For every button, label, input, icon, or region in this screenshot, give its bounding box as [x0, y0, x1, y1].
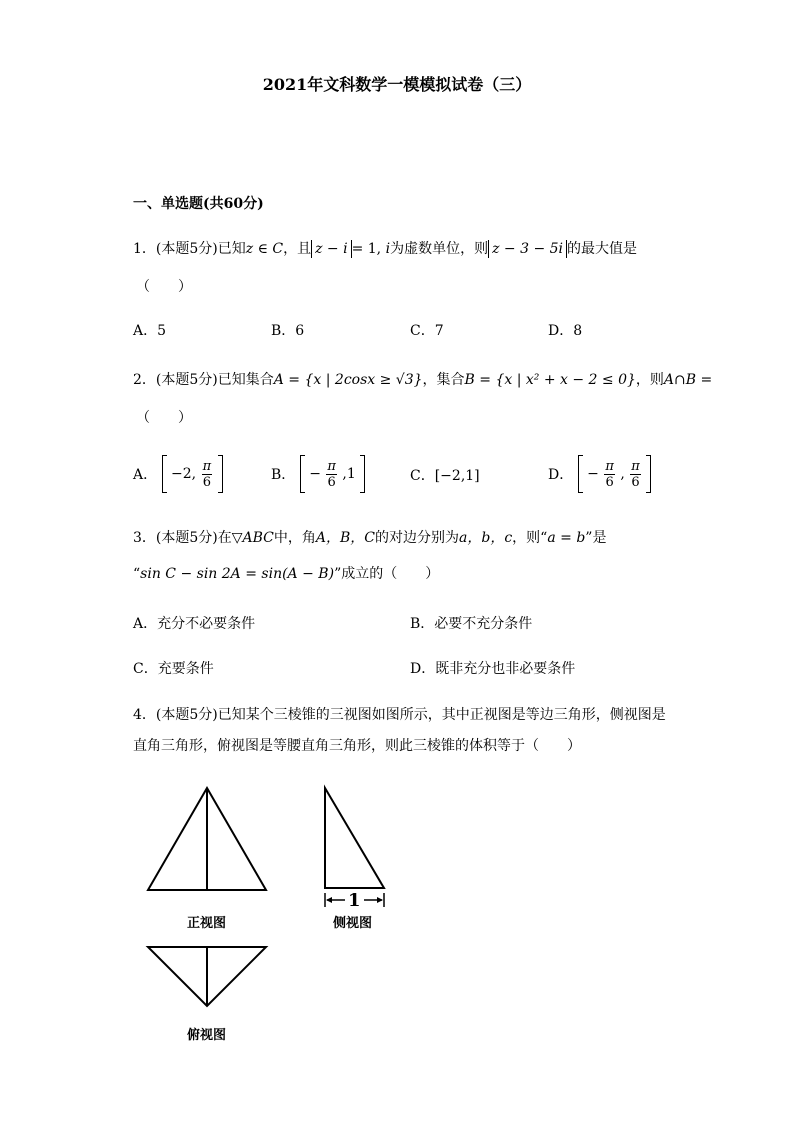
q1-abs2: z − 3 − 5i [488, 240, 567, 258]
q2-option-c-body: [−2,1] [434, 468, 480, 484]
q3-cond: a = b [547, 530, 586, 546]
q1-cond: z ∈ C [245, 241, 284, 257]
fraction-denominator: 6 [327, 474, 336, 490]
q3-line2b: ”成立的（ ） [334, 566, 440, 582]
fraction-numerator: π [327, 458, 336, 474]
q1-paren: （ ） [136, 279, 192, 295]
left-bracket [578, 455, 583, 493]
q1-option-b[interactable]: B．6 [271, 323, 305, 339]
fraction [604, 459, 615, 490]
q3-equation: sin C − sin 2A = sin(A − B) [140, 566, 335, 582]
side-view-dimension: 1 [348, 890, 361, 911]
q3-line1d: ，则“ [512, 530, 548, 546]
q1-option-d[interactable]: D．8 [548, 323, 583, 339]
q2-paren: （ ） [136, 410, 192, 426]
q3-line1c: 的对边分别为 [375, 530, 460, 546]
q2-tail: ，则 [635, 372, 664, 388]
fraction-denominator: 6 [202, 474, 211, 490]
q3-line1b: 中，角 [273, 530, 316, 546]
page-title: 2021年文科数学一模模拟试卷（三） [262, 75, 532, 94]
q2-set-b: B = {x | x² + x − 2 ≤ 0} [464, 372, 636, 388]
question-3-line-2 [133, 563, 439, 583]
q3-triangle: ▽ABC [231, 530, 274, 546]
fraction [630, 459, 641, 490]
q3-vars2: a，b，c [459, 530, 513, 546]
side-view-label: 侧视图 [333, 916, 373, 931]
q2-set-a: A = {x | 2cosx ≥ √3} [273, 372, 423, 388]
q2-prefix: 2．(本题5分)已知集合 [133, 372, 274, 388]
q2-option-a[interactable] [133, 455, 223, 493]
q1-tail: 的最大值是 [567, 241, 638, 257]
q2-option-d-left: − [587, 466, 599, 482]
q3-vars1: A，B，C [315, 530, 376, 546]
q1-unit: i [385, 241, 391, 257]
fraction-numerator: π [631, 458, 640, 474]
section-heading: 一、单选题(共60分) [133, 196, 264, 212]
q3-line1e: ”是 [585, 530, 607, 546]
q2-option-d-comma: , [620, 466, 625, 482]
question-3 [133, 527, 606, 547]
q1-prefix: 1．(本题5分)已知 [133, 241, 246, 257]
top-view-label: 俯视图 [187, 1028, 227, 1043]
question-2 [133, 369, 712, 389]
question-1 [133, 238, 637, 258]
q1-mid2: 为虚数单位，则 [390, 241, 489, 257]
fraction [326, 459, 337, 490]
q1-eq1: = 1, [351, 241, 382, 257]
q2-option-b-label: B． [271, 467, 296, 483]
q2-option-b-right: ,1 [342, 466, 356, 482]
right-bracket [360, 455, 365, 493]
q1-option-c[interactable]: C．7 [410, 323, 444, 339]
q2-option-d-label: D． [548, 467, 574, 483]
q1-abs1: z − i [311, 240, 351, 258]
q3-option-a[interactable]: A．充分不必要条件 [133, 616, 256, 632]
right-bracket [646, 455, 651, 493]
q3-option-d[interactable]: D．既非充分也非必要条件 [410, 661, 576, 677]
question-4-line-1: 4．(本题5分)已知某个三棱锥的三视图如图所示，其中正视图是等边三角形，侧视图是 [133, 707, 666, 723]
left-bracket [300, 455, 305, 493]
q3-option-c[interactable]: C．充要条件 [133, 661, 214, 677]
question-4-line-2: 直角三角形，俯视图是等腰直角三角形，则此三棱锥的体积等于（ ） [133, 738, 581, 754]
q3-line1a: 3．(本题5分)在 [133, 530, 232, 546]
right-bracket [218, 455, 223, 493]
q2-option-a-label: A． [133, 467, 158, 483]
q3-option-b[interactable]: B．必要不充分条件 [410, 616, 533, 632]
q2-option-c[interactable] [410, 465, 480, 485]
q2-option-b[interactable] [271, 455, 365, 493]
fraction [202, 459, 213, 490]
q2-option-d[interactable] [548, 455, 651, 493]
front-view-label: 正视图 [187, 916, 227, 931]
q1-option-a[interactable]: A．5 [133, 323, 167, 339]
q3-line2a: “ [133, 566, 141, 582]
front-view-drawing [148, 788, 266, 890]
fraction-denominator: 6 [605, 474, 614, 490]
q2-option-a-left: −2, [171, 466, 197, 482]
q2-option-c-label: C． [410, 468, 435, 484]
q1-mid1: ，且 [283, 241, 312, 257]
fraction-numerator: π [202, 458, 212, 474]
fraction-denominator: 6 [631, 474, 640, 490]
left-bracket [162, 455, 167, 493]
q2-mid: ，集合 [422, 372, 465, 388]
q2-expr: A∩B = [663, 372, 713, 388]
fraction-numerator: π [605, 458, 614, 474]
top-view-drawing [148, 947, 266, 1006]
q2-option-b-left: − [309, 466, 321, 482]
